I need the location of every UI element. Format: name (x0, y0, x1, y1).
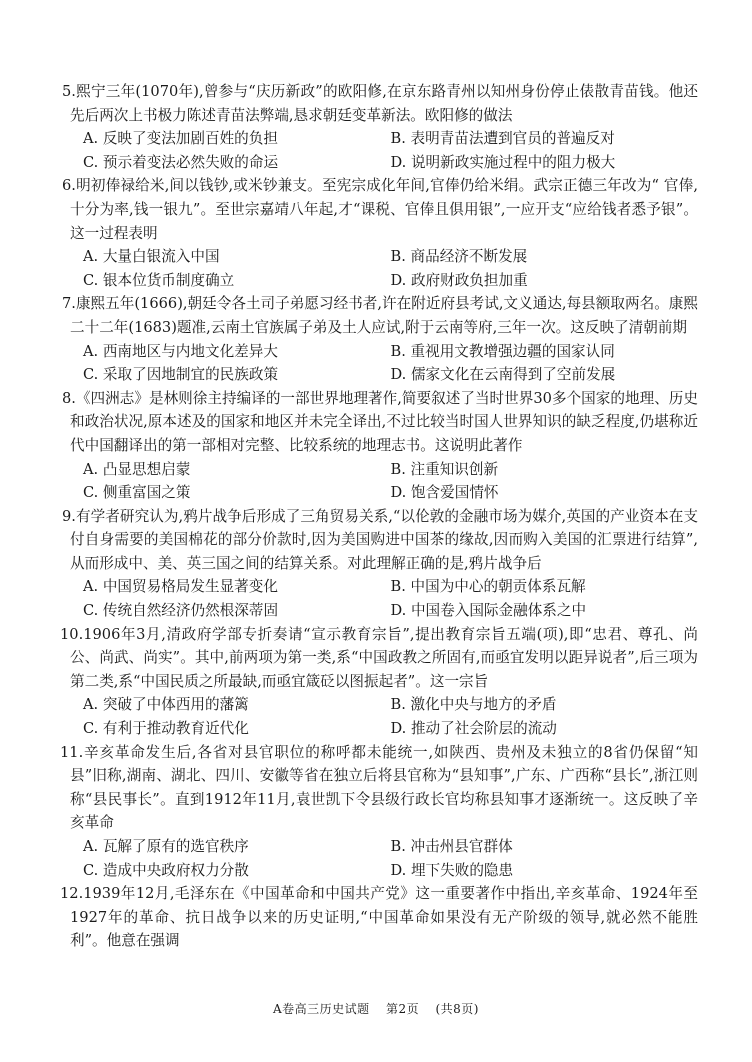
question-number: 10. (60, 625, 84, 643)
option-a: A. 凸显思想启蒙 (83, 460, 191, 478)
question-number: 6. (62, 177, 76, 195)
question-11 (60, 741, 698, 883)
option-c: C. 传统自然经济仍然根深蒂固 (83, 602, 279, 620)
question-text: 明初俸禄给米,间以钱钞,或米钞兼支。至宪宗成化年间,官俸仍给米绢。武宗正德三年改为“ 官俸,十分为率,钱一银九”。至世宗嘉靖八年起,才“课税、官俸且俱用银”,一应开支“应给钱者悉予银”。这一过程表明 (70, 177, 698, 242)
option-a: A. 突破了中体西用的藩篱 (83, 696, 249, 714)
question-8 (62, 387, 698, 505)
page-number: 第2页 (386, 1002, 420, 1016)
question-text: 熙宁三年(1070年),曾参与“庆历新政”的欧阳修,在京东路青州以知州身份停止俵散青苗钱。他还先后两次上书极力陈述青苗法弊端,恳求朝廷变革新法。欧阳修的做法 (70, 83, 698, 124)
option-b: B. 中国为中心的朝贡体系瓦解 (390, 578, 586, 596)
option-c: C. 侧重富国之策 (83, 484, 191, 502)
page-total: (共8页) (435, 1002, 479, 1016)
option-d: D. 饱含爱国情怀 (390, 484, 499, 502)
option-b: B. 商品经济不断发展 (390, 248, 528, 266)
options (70, 245, 698, 292)
option-b: B. 重视用文教增强边疆的国家认同 (390, 342, 615, 360)
question-text: 有学者研究认为,鸦片战争后形成了三角贸易关系,“以伦敦的金融市场为媒介,英国的产业资本在支付自身需要的美国棉花的部分价款时,因为美国购进中国茶的缘故,因而购入美国的汇票进行结算”,从而形成中、美、英三国之间的结算关系。对此理解正确的是,鸦片战争后 (70, 507, 698, 572)
question-7 (62, 292, 698, 386)
question-stem (60, 623, 698, 694)
question-12 (60, 882, 698, 953)
option-d: D. 儒家文化在云南得到了空前发展 (390, 366, 616, 384)
option-d: D. 政府财政负担加重 (390, 271, 528, 289)
question-stem (62, 292, 698, 339)
option-a: A. 瓦解了原有的选官秩序 (83, 838, 249, 855)
question-number: 7. (62, 295, 76, 313)
options (70, 575, 698, 622)
option-a: A. 大量白银流入中国 (83, 248, 220, 266)
question-6 (62, 174, 698, 292)
question-number: 9. (62, 507, 76, 525)
question-stem (62, 387, 698, 458)
option-a: A. 中国贸易格局发生显著变化 (83, 578, 278, 596)
option-c: C. 预示着变法必然失败的命运 (83, 153, 279, 171)
question-text: 辛亥革命发生后,各省对县官职位的称呼都未能统一,如陕西、贵州及未独立的8省仍保留“知县”旧称,湖南、湖北、四川、安徽等省在独立后将县官称为“县知事”,广东、广西称“县长”,浙江则称“县民事长”。直到1912年11月,袁世凯下令县级行政长官均称县知事才逐渐统一。这反映了辛亥革命 (70, 743, 698, 832)
question-stem (62, 80, 698, 127)
question-stem (62, 174, 698, 245)
question-text: 康熙五年(1666),朝廷令各土司子弟愿习经书者,许在附近府县考试,文义通达,每县额取两名。康熙二十二年(1683)题准,云南土官族属子弟及土人应试,附于云南等府,三年一次。这反映了清朝前期 (70, 295, 698, 336)
option-a: A. 反映了变法加剧百姓的负担 (83, 130, 278, 148)
options (70, 340, 698, 387)
option-d: D. 中国卷入国际金融体系之中 (390, 602, 587, 620)
option-b: B. 表明青苗法遭到官员的普遍反对 (390, 130, 615, 148)
option-a: A. 西南地区与内地文化差异大 (83, 342, 278, 360)
question-10 (60, 623, 698, 741)
option-c: C. 采取了因地制宜的民族政策 (83, 366, 279, 384)
question-5 (62, 80, 698, 174)
question-9 (62, 505, 698, 623)
question-number: 8. (62, 389, 76, 407)
option-b: B. 激化中央与地方的矛盾 (390, 696, 557, 714)
option-b: B. 注重知识创新 (390, 460, 499, 478)
paper-name: A卷高三历史试题 (273, 1002, 370, 1016)
option-d: D. 说明新政实施过程中的阻力极大 (390, 153, 616, 171)
option-c: C. 造成中央政府权力分散 (83, 861, 249, 879)
page-footer (0, 1000, 752, 1017)
question-number: 11. (60, 743, 84, 761)
option-c: C. 银本位货币制度确立 (83, 271, 235, 289)
option-d: D. 推动了社会阶层的流动 (390, 720, 557, 738)
question-text: 《四洲志》是林则徐主持编译的一部世界地理著作,简要叙述了当时世界30多个国家的地理、历史和政治状况,原本述及的国家和地区并未完全译出,不过比较当时国人世界知识的缺乏程度,仍堪称近代中国翻译出的第一部相对完整、比较系统的地理志书。这说明此著作 (70, 389, 698, 454)
options (70, 458, 698, 505)
question-stem (60, 741, 698, 835)
option-c: C. 有利于推动教育近代化 (83, 720, 249, 738)
options (70, 835, 698, 882)
question-stem (62, 505, 698, 576)
options (70, 127, 698, 174)
question-number: 5. (62, 83, 76, 100)
option-d: D. 埋下失败的隐患 (390, 861, 514, 879)
question-stem (60, 882, 698, 953)
question-number: 12. (60, 885, 84, 903)
question-text: 1906年3月,清政府学部专折奏请“宣示教育宗旨”,提出教育宗旨五端(项),即“忠君、尊孔、尚公、尚武、尚实”。其中,前两项为第一类,系“中国政教之所固有,而亟宜发明以距异说者”,后三项为第二类,系“中国民质之所最缺,而亟宜箴砭以图振起者”。这一宗旨 (70, 625, 698, 690)
option-b: B. 冲击州县官群体 (390, 838, 513, 855)
options (70, 693, 698, 740)
question-text: 1939年12月,毛泽东在《中国革命和中国共产党》这一重要著作中指出,辛亥革命、1924年至1927年的革命、抗日战争以来的历史证明,“中国革命如果没有无产阶级的领导,就必然不能胜利”。他意在强调 (70, 885, 698, 950)
